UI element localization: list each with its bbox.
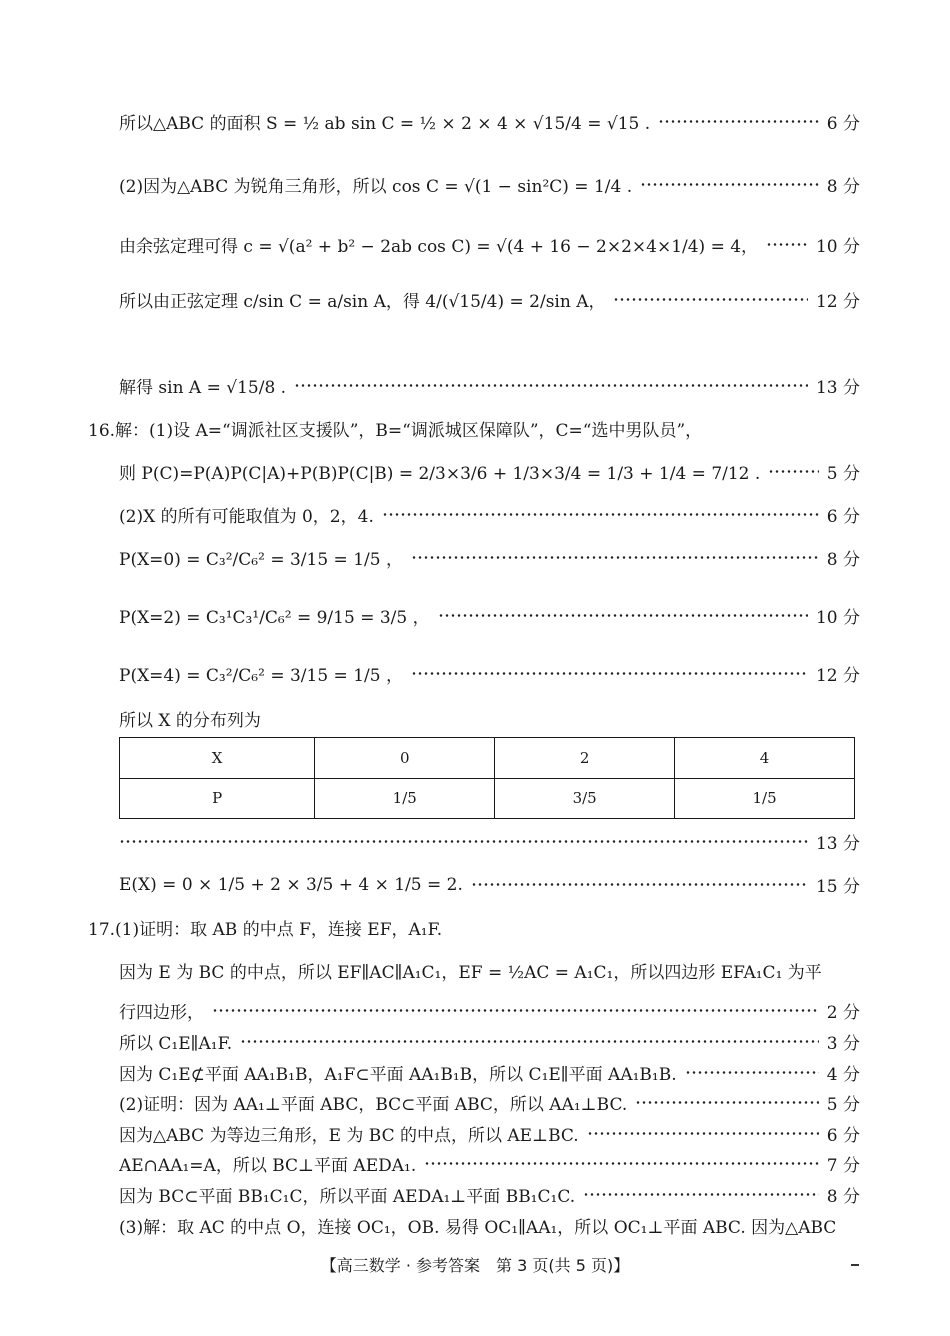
dot-leader — [635, 1094, 819, 1111]
dot-leader — [119, 833, 808, 850]
answer-text: 所以 X 的分布列为 — [119, 711, 261, 731]
score-label: 5 分 — [826, 464, 860, 484]
question-heading — [88, 416, 860, 441]
answer-line — [119, 545, 860, 570]
dot-leader — [583, 1186, 819, 1203]
answer-text: E(X) = 0 × 1/5 + 2 × 3/5 + 4 × 1/5 = 2. — [119, 874, 463, 895]
answer-text: AE∩AA₁=A，所以 BC⊥平面 AEDA₁. — [119, 1156, 417, 1176]
answer-line — [119, 1029, 860, 1054]
table-cell: 1/5 — [315, 778, 495, 819]
score-label: 10 分 — [815, 237, 860, 257]
answer-line — [119, 172, 860, 197]
answer-line — [119, 109, 860, 134]
answer-line — [119, 829, 860, 854]
answer-line — [119, 287, 860, 312]
answer-line — [119, 603, 860, 628]
answer-text: 解得 sin A = √15/8 . — [119, 378, 287, 398]
answer-text: (2)X 的所有可能取值为 0，2，4. — [119, 507, 374, 527]
score-label: 6 分 — [826, 1126, 860, 1146]
answer-text: (2)证明：因为 AA₁⊥平面 ABC，BC⊂平面 ABC，所以 AA₁⊥BC. — [119, 1095, 628, 1115]
answer-line — [119, 1060, 860, 1085]
dot-leader — [471, 876, 808, 893]
answer-line — [119, 232, 860, 257]
dot-leader — [382, 506, 819, 523]
score-label: 13 分 — [815, 378, 860, 398]
score-label: 6 分 — [826, 114, 860, 134]
answer-text: 16.解：(1)设 A=“调派社区支援队”，B=“调派城区保障队”，C=“选中男队员”， — [88, 421, 703, 441]
answer-line — [119, 872, 860, 897]
page-footer: 【高三数学 · 参考答案 第 3 页(共 5 页)】 — [320, 1256, 630, 1275]
score-label: 8 分 — [826, 550, 860, 570]
answer-text: (2)因为△ABC 为锐角三角形，所以 cos C = √(1 − sin²C) = 1/4 . — [119, 177, 633, 197]
corner-mark — [851, 1264, 859, 1266]
answer-text: 因为 C₁E⊄平面 AA₁B₁B，A₁F⊂平面 AA₁B₁B，所以 C₁E∥平面 AA₁B₁B. — [119, 1065, 677, 1085]
dot-leader — [768, 463, 818, 480]
answer-line — [119, 1213, 860, 1238]
score-label: 12 分 — [815, 666, 860, 686]
score-label: 12 分 — [815, 292, 860, 312]
score-label: 10 分 — [815, 608, 860, 628]
dot-leader — [640, 176, 819, 193]
dot-leader — [766, 236, 808, 253]
answer-text: 所以由正弦定理 c/sin C = a/sin A，得 4/(√15/4) = 2/sin A， — [119, 292, 606, 312]
answer-text: P(X=2) = C₃¹C₃¹/C₆² = 9/15 = 3/5 ， — [119, 608, 430, 628]
answer-text: 由余弦定理可得 c = √(a² + b² − 2ab cos C) = √(4 + 16 − 2×2×4×1/4) = 4， — [119, 237, 759, 257]
dot-leader — [294, 377, 808, 394]
table-cell: 2 — [495, 738, 675, 779]
dot-leader — [240, 1033, 819, 1050]
dot-leader — [685, 1064, 819, 1081]
table-cell: 4 — [675, 738, 855, 779]
dot-leader — [613, 291, 807, 308]
table-cell: X — [120, 738, 315, 779]
answer-line — [119, 373, 860, 398]
score-label: 5 分 — [826, 1095, 860, 1115]
score-label: 8 分 — [826, 177, 860, 197]
dot-leader — [212, 1002, 819, 1019]
score-label: 3 分 — [826, 1034, 860, 1054]
question-heading — [88, 915, 860, 940]
answer-text: (3)解：取 AC 的中点 O，连接 OC₁，OB. 易得 OC₁∥AA₁，所以 OC₁⊥平面 ABC. 因为△ABC — [119, 1218, 837, 1238]
answer-line — [119, 706, 860, 731]
table-cell: P — [120, 778, 315, 819]
score-label: 13 分 — [815, 834, 860, 854]
score-label: 15 分 — [815, 877, 860, 897]
answer-text: 所以△ABC 的面积 S = ½ ab sin C = ½ × 2 × 4 × √15/4 = √15 . — [119, 114, 651, 134]
answer-line — [119, 1090, 860, 1115]
score-label: 4 分 — [826, 1065, 860, 1085]
answer-text: P(X=4) = C₃²/C₆² = 3/15 = 1/5 ， — [119, 666, 403, 686]
answer-text: 17.(1)证明：取 AB 的中点 F，连接 EF，A₁F. — [88, 920, 443, 940]
dot-leader — [411, 549, 819, 566]
score-label: 2 分 — [826, 1003, 860, 1023]
answer-text: 因为△ABC 为等边三角形，E 为 BC 的中点，所以 AE⊥BC. — [119, 1126, 579, 1146]
dot-leader — [424, 1155, 819, 1172]
score-label: 6 分 — [826, 507, 860, 527]
answer-line — [119, 1182, 860, 1207]
answer-line — [119, 661, 860, 686]
dot-leader — [587, 1125, 819, 1142]
distribution-table — [119, 737, 855, 819]
dot-leader — [438, 607, 808, 624]
table-cell: 3/5 — [495, 778, 675, 819]
answer-text: 所以 C₁E∥A₁F. — [119, 1034, 233, 1054]
table-row — [120, 738, 855, 779]
answer-line — [119, 958, 860, 983]
answer-text: P(X=0) = C₃²/C₆² = 3/15 = 1/5 ， — [119, 550, 403, 570]
score-label: 7 分 — [826, 1156, 860, 1176]
answer-text: 因为 BC⊂平面 BB₁C₁C，所以平面 AEDA₁⊥平面 BB₁C₁C. — [119, 1187, 576, 1207]
dot-leader — [658, 113, 819, 130]
score-label: 8 分 — [826, 1187, 860, 1207]
answer-text: 行四边形， — [119, 1003, 204, 1023]
answer-line — [119, 998, 860, 1023]
answer-line — [119, 1121, 860, 1146]
table-cell: 1/5 — [675, 778, 855, 819]
answer-line — [119, 459, 860, 484]
answer-line — [119, 502, 860, 527]
table-row — [120, 778, 855, 819]
answer-line — [119, 1151, 860, 1176]
table-cell: 0 — [315, 738, 495, 779]
dot-leader — [411, 665, 808, 682]
answer-text: 则 P(C)=P(A)P(C|A)+P(B)P(C|B) = 2/3×3/6 + 1/3×3/4 = 1/3 + 1/4 = 7/12 . — [119, 464, 761, 484]
answer-text: 因为 E 为 BC 的中点，所以 EF∥AC∥A₁C₁，EF = ½AC = A₁C₁，所以四边形 EFA₁C₁ 为平 — [119, 963, 822, 983]
